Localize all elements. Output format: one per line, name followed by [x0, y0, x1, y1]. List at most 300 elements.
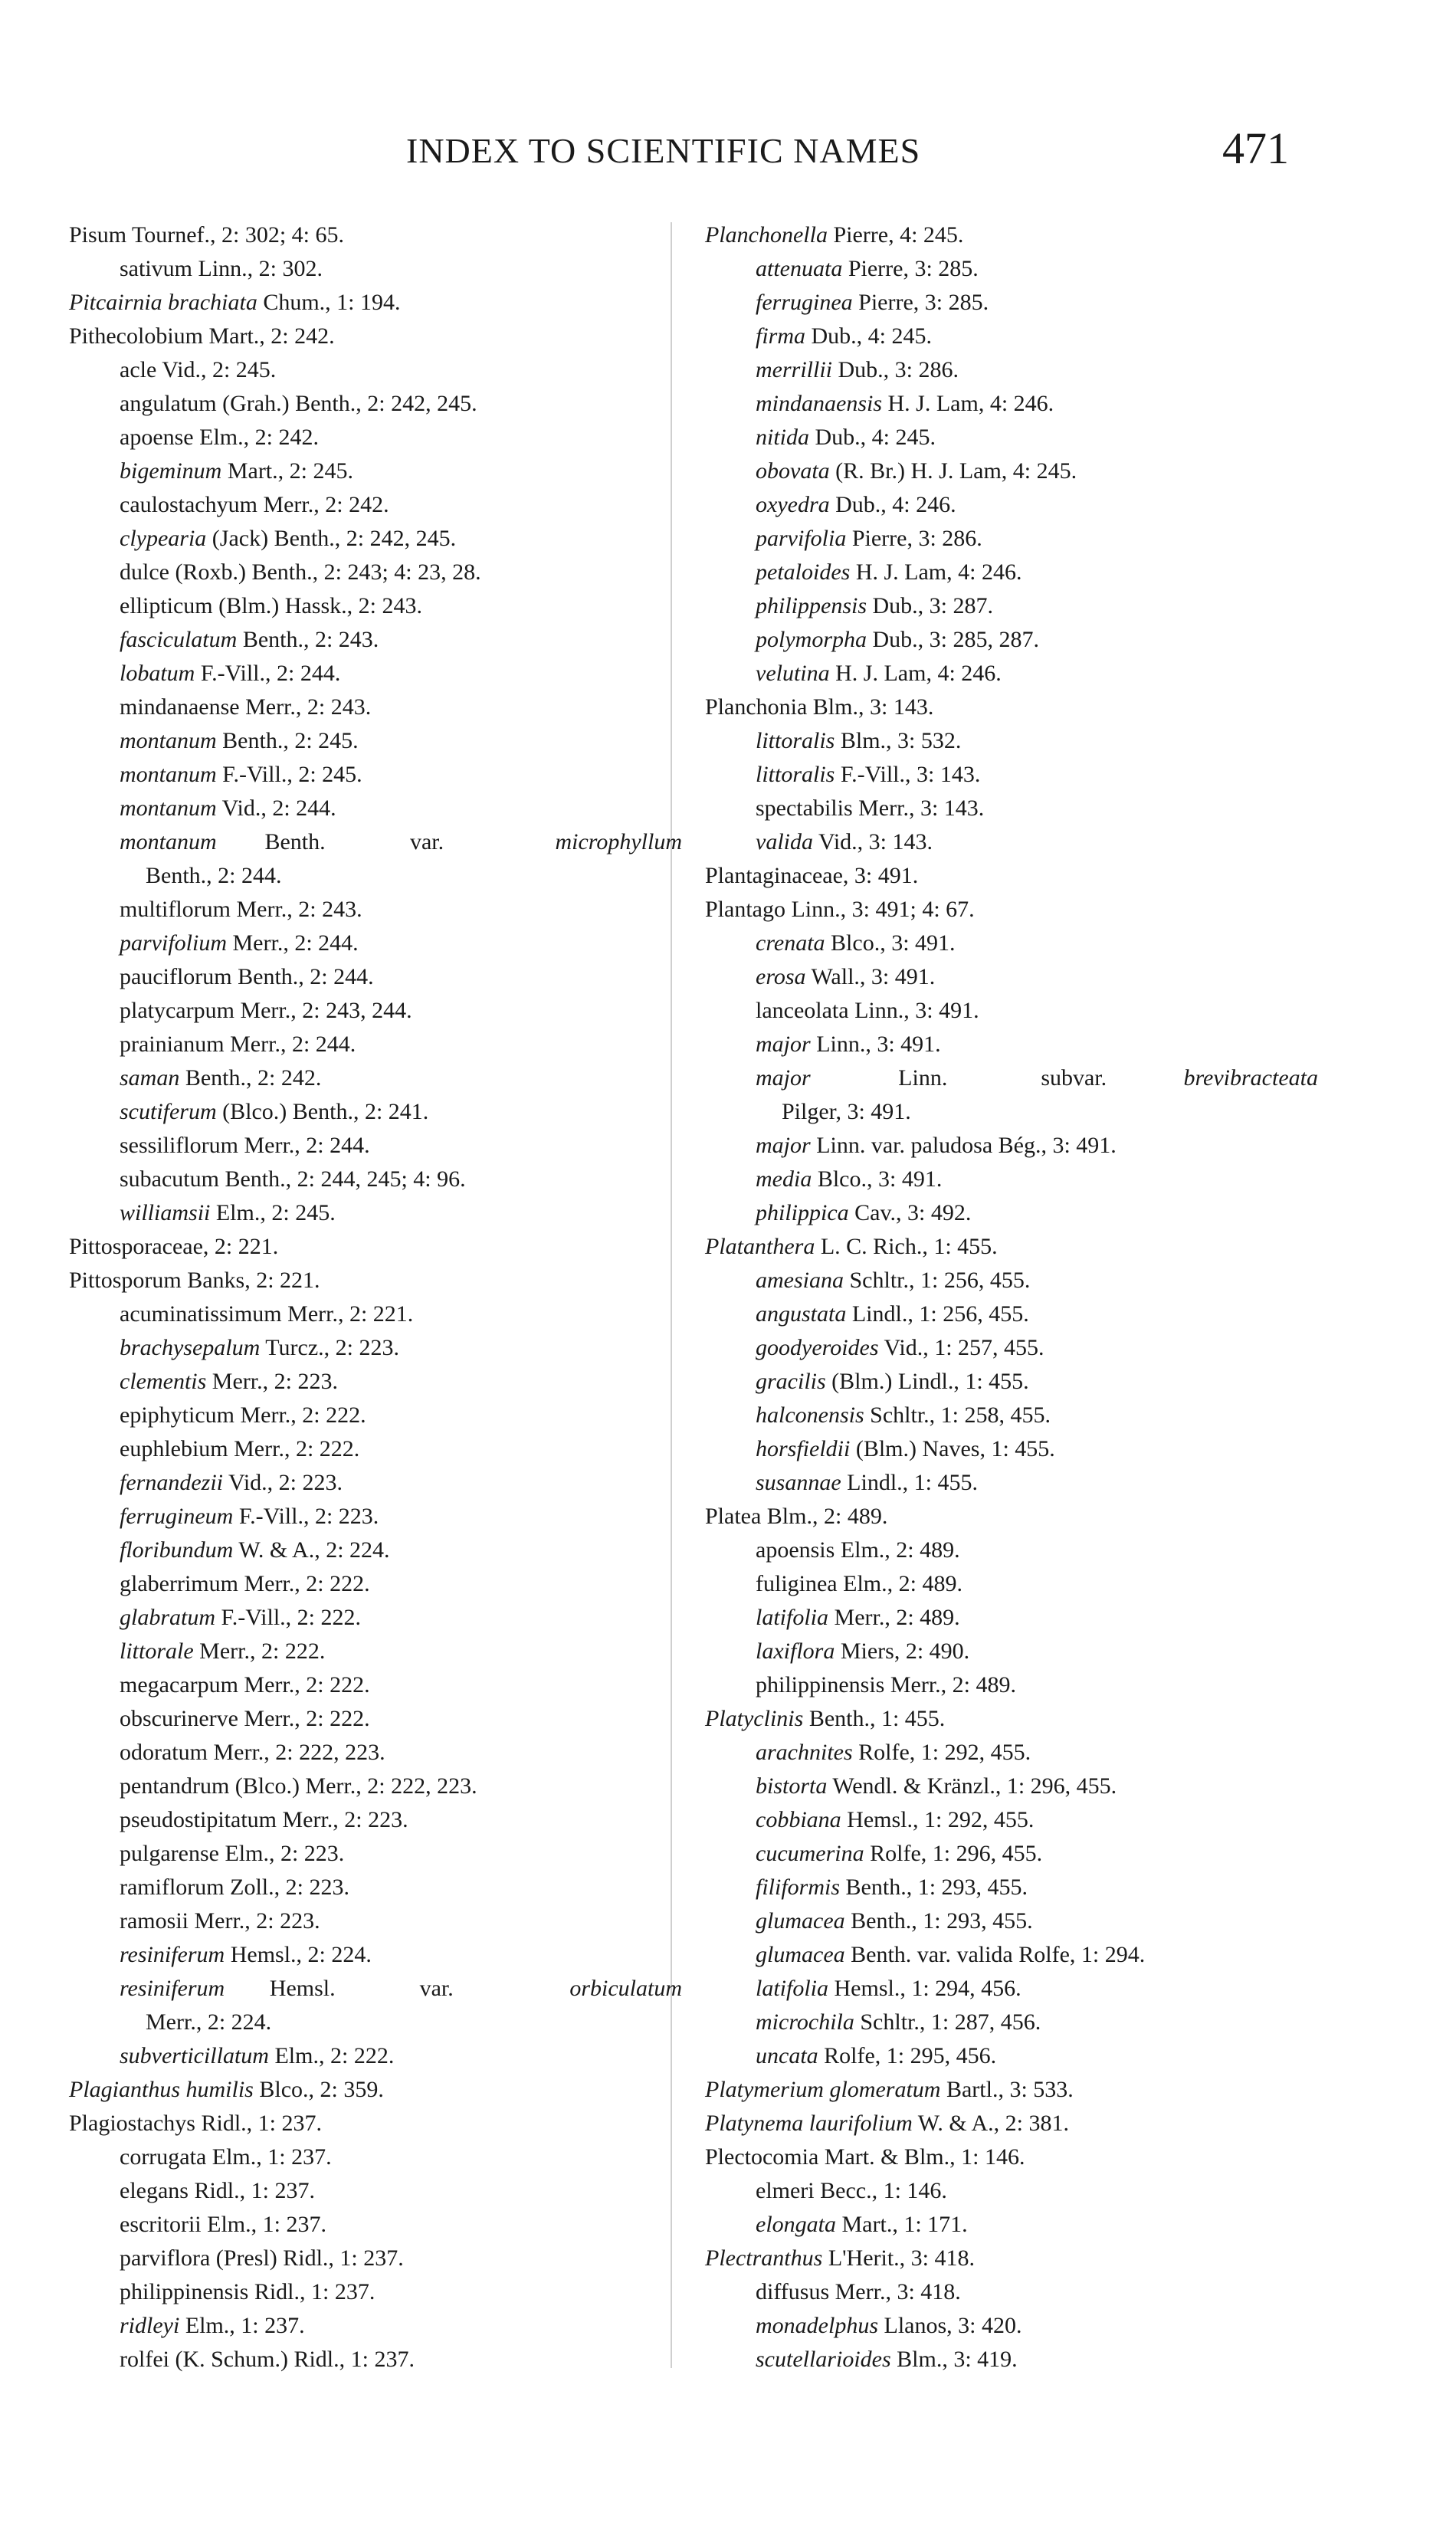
index-entry [69, 1432, 682, 1466]
index-entry [705, 522, 1318, 556]
entry-italic-name: uncata [756, 2043, 818, 2068]
entry-text: subacutum Benth., 2: 244, 245; 4: 96. [120, 1166, 466, 1192]
entry-text: philippinensis Merr., 2: 489. [756, 1672, 1016, 1697]
entry-italic-name: obovata [756, 458, 830, 484]
index-entry [705, 320, 1318, 353]
entry-italic-name: merrillii [756, 357, 833, 382]
entry-text: Elm., 2: 245. [210, 1200, 336, 1225]
entry-text: Vid., 2: 244. [216, 795, 336, 821]
entry-text: L'Herit., 3: 418. [822, 2245, 976, 2271]
entry-text: Benth., 2: 244. [146, 863, 282, 888]
entry-italic-name: Platanthera [705, 1234, 815, 1259]
entry-italic-name: monadelphus [756, 2313, 878, 2338]
index-entry [705, 1837, 1318, 1871]
entry-part: var. [419, 1976, 454, 2001]
entry-text: Benth., 1: 293, 455. [844, 1908, 1033, 1934]
entry-italic-name: littoralis [756, 762, 835, 787]
entry-text: F.-Vill., 2: 244. [195, 661, 341, 686]
entry-text: W. & A., 2: 224. [233, 1537, 390, 1563]
entry-text: Vid., 1: 257, 455. [878, 1335, 1044, 1360]
entry-text: fuliginea Elm., 2: 489. [756, 1571, 962, 1596]
entry-italic-name: fernandezii [120, 1470, 223, 1495]
entry-part: brevibracteata [1183, 1065, 1318, 1091]
index-entry [705, 927, 1318, 960]
entry-part: subvar. [1041, 1065, 1107, 1091]
index-entry [705, 1264, 1318, 1297]
index-entry [705, 1061, 1318, 1095]
entry-part: var. [409, 829, 444, 854]
entry-italic-name: Pitcairnia brachiata [69, 290, 257, 315]
entry-text: Planchonia Blm., 3: 143. [705, 694, 934, 720]
entry-text: Merr., 2: 222. [193, 1638, 326, 1664]
entry-text: Pilger, 3: 491. [782, 1099, 911, 1124]
index-entry [705, 1095, 1318, 1129]
entry-text: Dub., 3: 287. [867, 593, 994, 618]
entry-text: Blm., 3: 419. [890, 2347, 1018, 2372]
index-entry [69, 2073, 682, 2107]
entry-text: Blco., 2: 359. [253, 2077, 384, 2102]
index-entry [69, 927, 682, 960]
index-entry [69, 2309, 682, 2343]
index-entry [69, 2107, 682, 2140]
entry-text: glaberrimum Merr., 2: 222. [120, 1571, 370, 1596]
entry-italic-name: nitida [756, 425, 810, 450]
entry-italic-name: floribundum [120, 1537, 234, 1563]
entry-text: Benth., 2: 242. [179, 1065, 322, 1091]
entry-text: Cav., 3: 492. [848, 1200, 972, 1225]
index-entry [69, 421, 682, 454]
entry-text: Merr., 2: 244. [227, 930, 359, 956]
entry-italic-name: saman [120, 1065, 180, 1091]
entry-text: Plagiostachys Ridl., 1: 237. [69, 2111, 322, 2136]
entry-text: (Blm.) Naves, 1: 455. [850, 1436, 1055, 1461]
index-entry [69, 1297, 682, 1331]
entry-text: epiphyticum Merr., 2: 222. [120, 1402, 366, 1428]
index-entry [705, 825, 1318, 859]
entry-italic-name: valida [756, 829, 813, 854]
entry-italic-name: bistorta [756, 1773, 828, 1799]
entry-italic-name: littoralis [756, 728, 835, 753]
index-entry [705, 960, 1318, 994]
entry-part: Linn. [898, 1065, 948, 1091]
entry-italic-name: Plagianthus humilis [69, 2077, 254, 2102]
entry-text: Merr., 2: 223. [206, 1369, 338, 1394]
entry-text: Llanos, 3: 420. [878, 2313, 1022, 2338]
entry-italic-name: major [756, 1133, 811, 1158]
entry-italic-name: subverticillatum [120, 2043, 269, 2068]
entry-text: Benth. var. valida Rolfe, 1: 294. [844, 1942, 1146, 1967]
entry-text: pseudostipitatum Merr., 2: 223. [120, 1807, 408, 1832]
entry-text: Vid., 3: 143. [813, 829, 933, 854]
entry-text: Bartl., 3: 533. [940, 2077, 1074, 2102]
entry-text: W. & A., 2: 381. [912, 2111, 1070, 2136]
index-entry [705, 690, 1318, 724]
entry-text: elegans Ridl., 1: 237. [120, 2178, 315, 2203]
entry-text: Pittosporum Banks, 2: 221. [69, 1268, 320, 1293]
entry-text: Dub., 4: 245. [809, 425, 936, 450]
entry-text: Plantaginaceae, 3: 491. [705, 863, 919, 888]
index-entry [69, 1196, 682, 1230]
entry-italic-name: ferruginea [756, 290, 853, 315]
index-entry [69, 1736, 682, 1770]
entry-text: L. C. Rich., 1: 455. [815, 1234, 998, 1259]
index-entry [69, 792, 682, 825]
entry-italic-name: ridleyi [120, 2313, 180, 2338]
right-column [705, 218, 1318, 2376]
entry-italic-name: Planchonella [705, 222, 828, 248]
index-entry [705, 2107, 1318, 2140]
entry-text: platycarpum Merr., 2: 243, 244. [120, 998, 412, 1023]
entry-italic-name: media [756, 1166, 812, 1192]
entry-italic-name: williamsii [120, 1200, 211, 1225]
index-entry [69, 1230, 682, 1264]
entry-text: Mart., 2: 245. [221, 458, 353, 484]
entry-text: Elm., 2: 222. [268, 2043, 395, 2068]
entry-text: Platea Blm., 2: 489. [705, 1504, 888, 1529]
index-entry [705, 1399, 1318, 1432]
index-entry [69, 1702, 682, 1736]
index-entry [705, 859, 1318, 893]
index-entry [69, 1668, 682, 1702]
entry-text: Wall., 3: 491. [805, 964, 936, 989]
entry-text: pulgarense Elm., 2: 223. [120, 1841, 345, 1866]
index-entry [705, 2275, 1318, 2309]
entry-text: ramiflorum Zoll., 2: 223. [120, 1875, 349, 1900]
index-entry [705, 623, 1318, 657]
entry-italic-name: susannae [756, 1470, 841, 1495]
index-entry [705, 1803, 1318, 1837]
entry-text: philippinensis Ridl., 1: 237. [120, 2279, 375, 2304]
entry-italic-name: Platyclinis [705, 1706, 804, 1731]
entry-italic-name: clypearia [120, 526, 207, 551]
index-entry [705, 893, 1318, 927]
entry-text: Blm., 3: 532. [835, 728, 962, 753]
entry-text: Benth., 2: 245. [216, 728, 359, 753]
index-entry [705, 2343, 1318, 2376]
entry-italic-name: arachnites [756, 1740, 853, 1765]
entry-text: pauciflorum Benth., 2: 244. [120, 964, 374, 989]
index-entry [69, 2242, 682, 2275]
entry-text: F.-Vill., 2: 223. [233, 1504, 379, 1529]
index-entry [69, 2343, 682, 2376]
index-entry [69, 1635, 682, 1668]
index-entry [69, 1770, 682, 1803]
index-entry [705, 994, 1318, 1028]
index-entry [69, 1904, 682, 1938]
entry-text: Pithecolobium Mart., 2: 242. [69, 323, 335, 349]
entry-text: lanceolata Linn., 3: 491. [756, 998, 979, 1023]
entry-text: Hemsl., 1: 292, 455. [841, 1807, 1035, 1832]
entry-text: Merr., 2: 224. [146, 2009, 272, 2035]
entry-italic-name: goodyeroides [756, 1335, 879, 1360]
index-entry [69, 2174, 682, 2208]
index-entry [69, 2039, 682, 2073]
page-title: INDEX TO SCIENTIFIC NAMES [406, 131, 921, 170]
entry-italic-name: velutina [756, 661, 830, 686]
index-entry [705, 2073, 1318, 2107]
entry-text: H. J. Lam, 4: 246. [829, 661, 1002, 686]
index-entry [705, 286, 1318, 320]
entry-text: Plectocomia Mart. & Blm., 1: 146. [705, 2144, 1025, 2170]
entry-text: Pierre, 4: 245. [827, 222, 964, 248]
index-entry [69, 724, 682, 758]
index-entry [69, 1466, 682, 1500]
entry-italic-name: resiniferum [120, 1942, 225, 1967]
index-entry [705, 1196, 1318, 1230]
entry-italic-name: montanum [120, 728, 217, 753]
index-entry [69, 2208, 682, 2242]
index-entry [705, 1668, 1318, 1702]
entry-text: escritorii Elm., 1: 237. [120, 2212, 326, 2237]
entry-text: Pisum Tournef., 2: 302; 4: 65. [69, 222, 345, 248]
entry-italic-name: gracilis [756, 1369, 826, 1394]
entry-text: F.-Vill., 2: 245. [216, 762, 362, 787]
index-entry [705, 1904, 1318, 1938]
entry-italic-name: glumacea [756, 1908, 845, 1934]
index-entry [69, 1871, 682, 1904]
index-entry [69, 1264, 682, 1297]
entry-text: elmeri Becc., 1: 146. [756, 2178, 947, 2203]
index-entry [705, 454, 1318, 488]
index-entry [705, 1702, 1318, 1736]
entry-italic-name: Plectranthus [705, 2245, 823, 2271]
entry-italic-name: glabratum [120, 1605, 216, 1630]
entry-italic-name: scutiferum [120, 1099, 217, 1124]
index-entry [705, 1466, 1318, 1500]
index-entry [69, 286, 682, 320]
page-header [0, 123, 1456, 184]
entry-text: pentandrum (Blco.) Merr., 2: 222, 223. [120, 1773, 477, 1799]
left-column [69, 218, 682, 2376]
entry-text: Wendl. & Kränzl., 1: 296, 455. [827, 1773, 1117, 1799]
entry-italic-name: microchila [756, 2009, 854, 2035]
entry-italic-name: fasciculatum [120, 627, 238, 652]
entry-text: Merr., 2: 489. [828, 1605, 960, 1630]
entry-italic-name: montanum [120, 795, 217, 821]
index-entry [705, 2140, 1318, 2174]
entry-text: (R. Br.) H. J. Lam, 4: 245. [829, 458, 1077, 484]
entry-italic-name: parvifolium [120, 930, 227, 956]
entry-italic-name: amesiana [756, 1268, 844, 1293]
index-entry [705, 252, 1318, 286]
index-entry [705, 1500, 1318, 1533]
index-entry [69, 2275, 682, 2309]
entry-text: Benth., 1: 293, 455. [840, 1875, 1028, 1900]
entry-italic-name: attenuata [756, 256, 843, 281]
index-entry [705, 2309, 1318, 2343]
index-entry [69, 1837, 682, 1871]
entry-text: Hemsl., 2: 224. [225, 1942, 372, 1967]
index-entry [69, 994, 682, 1028]
entry-text: multiflorum Merr., 2: 243. [120, 897, 362, 922]
entry-text: Benth., 2: 243. [237, 627, 379, 652]
entry-text: mindanaense Merr., 2: 243. [120, 694, 372, 720]
entry-part: orbiculatum [569, 1976, 683, 2001]
index-entry [69, 623, 682, 657]
entry-text: obscurinerve Merr., 2: 222. [120, 1706, 370, 1731]
entry-text: Schltr., 1: 256, 455. [844, 1268, 1031, 1293]
index-entry [69, 1331, 682, 1365]
entry-text: Rolfe, 1: 295, 456. [818, 2043, 997, 2068]
entry-part: Benth. [264, 829, 326, 854]
index-entry [69, 1163, 682, 1196]
entry-part: major [756, 1065, 811, 1091]
entry-italic-name: horsfieldii [756, 1436, 851, 1461]
entry-text: Elm., 1: 237. [179, 2313, 305, 2338]
entry-text: Benth., 1: 455. [803, 1706, 946, 1731]
entry-italic-name: polymorpha [756, 627, 867, 652]
index-entry [69, 1061, 682, 1095]
entry-italic-name: scutellarioides [756, 2347, 891, 2372]
entry-text: H. J. Lam, 4: 246. [882, 391, 1054, 416]
index-entry [705, 1432, 1318, 1466]
entry-text: ellipticum (Blm.) Hassk., 2: 243. [120, 593, 422, 618]
index-entry [69, 758, 682, 792]
index-entry [705, 792, 1318, 825]
index-entry [69, 218, 682, 252]
entry-italic-name: petaloides [756, 559, 851, 585]
entry-text: Turcz., 2: 223. [260, 1335, 399, 1360]
index-entry [705, 1331, 1318, 1365]
index-entry [705, 2006, 1318, 2039]
entry-italic-name: crenata [756, 930, 825, 956]
index-entry [69, 320, 682, 353]
entry-text: (Blm.) Lindl., 1: 455. [825, 1369, 1029, 1394]
index-entry [69, 353, 682, 387]
index-entry [69, 522, 682, 556]
index-entry [705, 1938, 1318, 1972]
entry-italic-name: lobatum [120, 661, 195, 686]
index-entry [705, 2208, 1318, 2242]
entry-text: Pittosporaceae, 2: 221. [69, 1234, 279, 1259]
entry-text: Schltr., 1: 258, 455. [864, 1402, 1051, 1428]
index-entry [705, 1163, 1318, 1196]
entry-italic-name: ferrugineum [120, 1504, 234, 1529]
index-entry [705, 724, 1318, 758]
page-number: 471 [1222, 123, 1289, 173]
entry-italic-name: latifolia [756, 1976, 829, 2001]
entry-text: Dub., 4: 246. [829, 492, 956, 517]
entry-italic-name: Platynema laurifolium [705, 2111, 913, 2136]
index-entry [69, 1601, 682, 1635]
entry-text: Mart., 1: 171. [836, 2212, 968, 2237]
entry-italic-name: cobbiana [756, 1807, 841, 1832]
entry-italic-name: Platymerium glomeratum [705, 2077, 941, 2102]
entry-text: Miers, 2: 490. [835, 1638, 970, 1664]
entry-text: (Jack) Benth., 2: 242, 245. [206, 526, 457, 551]
index-entry [705, 387, 1318, 421]
index-entry [705, 1635, 1318, 1668]
entry-part: resiniferum [120, 1976, 225, 2001]
entry-part: Hemsl. [269, 1976, 336, 2001]
entry-part: microphyllum [555, 829, 682, 854]
index-entry [705, 2242, 1318, 2275]
entry-text: F.-Vill., 2: 222. [215, 1605, 361, 1630]
entry-italic-name: bigeminum [120, 458, 222, 484]
entry-italic-name: erosa [756, 964, 806, 989]
entry-italic-name: elongata [756, 2212, 836, 2237]
entry-text: angulatum (Grah.) Benth., 2: 242, 245. [120, 391, 477, 416]
index-entry [705, 758, 1318, 792]
index-entry [69, 556, 682, 589]
entry-italic-name: glumacea [756, 1942, 845, 1967]
entry-italic-name: brachysepalum [120, 1335, 261, 1360]
index-entry [69, 1938, 682, 1972]
entry-text: diffusus Merr., 3: 418. [756, 2279, 961, 2304]
entry-text: Blco., 3: 491. [812, 1166, 943, 1192]
entry-text: Dub., 3: 286. [832, 357, 959, 382]
index-entry [69, 1533, 682, 1567]
index-entry [69, 893, 682, 927]
entry-text: parviflora (Presl) Ridl., 1: 237. [120, 2245, 404, 2271]
entry-italic-name: parvifolia [756, 526, 847, 551]
index-entry [705, 1871, 1318, 1904]
index-entry [69, 589, 682, 623]
entry-text: Lindl., 1: 256, 455. [846, 1301, 1029, 1327]
entry-text: Blco., 3: 491. [825, 930, 956, 956]
index-entry [69, 690, 682, 724]
index-entry [705, 1736, 1318, 1770]
entry-italic-name: major [756, 1032, 811, 1057]
entry-text: Pierre, 3: 286. [846, 526, 982, 551]
index-entry [705, 1230, 1318, 1264]
entry-text: ramosii Merr., 2: 223. [120, 1908, 320, 1934]
entry-text: (Blco.) Benth., 2: 241. [216, 1099, 429, 1124]
entry-text: Plantago Linn., 3: 491; 4: 67. [705, 897, 975, 922]
index-entry [705, 657, 1318, 690]
index-entry [705, 1601, 1318, 1635]
entry-part: montanum [120, 829, 217, 854]
entry-text: apoense Elm., 2: 242. [120, 425, 319, 450]
index-entry [69, 1399, 682, 1432]
index-entry [705, 2174, 1318, 2208]
entry-text: corrugata Elm., 1: 237. [120, 2144, 332, 2170]
index-entry [69, 454, 682, 488]
index-entry [69, 1803, 682, 1837]
index-entry [705, 589, 1318, 623]
entry-text: Rolfe, 1: 292, 455. [852, 1740, 1031, 1765]
index-entry [69, 657, 682, 690]
index-entry [69, 387, 682, 421]
entry-italic-name: latifolia [756, 1605, 829, 1630]
index-entry [69, 1972, 682, 2006]
index-entry [705, 1129, 1318, 1163]
index-entry [69, 960, 682, 994]
entry-text: Vid., 2: 223. [223, 1470, 343, 1495]
index-entry [705, 1567, 1318, 1601]
index-entry [705, 1028, 1318, 1061]
index-entry [69, 825, 682, 859]
entry-italic-name: philippensis [756, 593, 867, 618]
entry-text: Chum., 1: 194. [257, 290, 401, 315]
entry-text: Schltr., 1: 287, 456. [854, 2009, 1041, 2035]
index-entry [69, 1129, 682, 1163]
entry-text: euphlebium Merr., 2: 222. [120, 1436, 360, 1461]
entry-text: Linn. var. paludosa Bég., 3: 491. [810, 1133, 1117, 1158]
entry-text: Pierre, 3: 285. [842, 256, 979, 281]
index-entry [705, 1297, 1318, 1331]
index-entry [705, 1365, 1318, 1399]
index-entry [705, 218, 1318, 252]
entry-italic-name: mindanaensis [756, 391, 882, 416]
index-entry [705, 2039, 1318, 2073]
entry-italic-name: firma [756, 323, 806, 349]
entry-text: prainianum Merr., 2: 244. [120, 1032, 356, 1057]
index-entry [705, 353, 1318, 387]
entry-text: acuminatissimum Merr., 2: 221. [120, 1301, 414, 1327]
index-entry [705, 421, 1318, 454]
entry-text: Dub., 4: 245. [805, 323, 933, 349]
